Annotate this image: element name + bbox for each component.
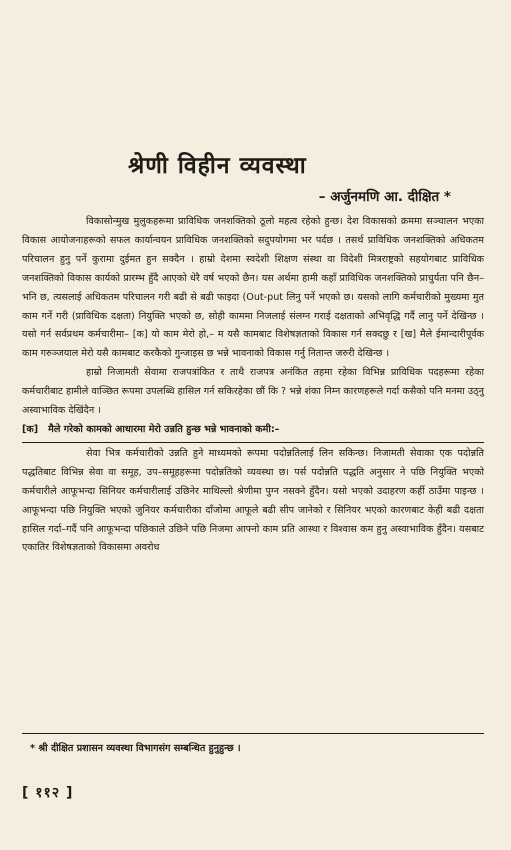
author-line: – अर्जुनमणि आ. दीक्षित *: [318, 189, 451, 205]
footnote-divider: [22, 733, 484, 734]
body-paragraph: विकासोन्मुख मुलुकहरूमा प्राविधिक जनशक्तिको ठूलो महत्व रहेको हुन्छ। देश विकासको क्रममा सञ्चालन भएका विकास आयोजनाहरूको सफल कार्यान्वयन प्राविधिक जनशक्तिको सदुपयोगमा भर पर्दछ । तसर्थ प्राविधिक जनशक्तिको अधिकतम परिचालन हुनु पर्ने कुरामा दुईमत हुन सक्दैन । हाम्रो देशमा स्वदेशी शिक्षण संस्था वा विदेशी मित्रराष्ट्रको सहयोगबाट प्राविधिक जनशक्तिको विकास कार्यको प्रारम्भ हुँदै आएको धेरै वर्ष भएको छैन। यस अर्थमा हामी कहाँ प्राविधिक जनशक्तिको प्राचुर्यता पनि छैन– भनि छ, त्यसलाई अधिकतम परिचालन गरी बढी से बढी फाइदा (Out-put लिनु पर्ने भएको छ। यसको लागि कर्मचारीको मुख्यमा मुत काम गर्ने गरी (प्राविधिक दक्षता) नियुक्ति भएको छ, सोही काममा निजलाई संलग्न गराई दक्षताको अभिवृद्धि गर्दै लानु पर्ने देखिन्छ । यसो गर्न सर्वप्रथम कर्मचारीमा– [क] यो काम मेरो हो,– म यसै कामबाट विशेषज्ञताको विकास गर्न सक्दछु र [ख] मैले ईमान्दारीपूर्वक काम गरुञ्जयाल मेरो यसै कामबाट करकैको गुन्जाइस छ भन्ने भावनाको विकास गर्नु नितान्त जरुरी देखिन्छ ।: [22, 216, 484, 360]
section-mark: [क]: [22, 423, 39, 435]
section-heading-text: मैले गरेको कामको आधारमा मेरो उन्नति हुन्छ भन्ने भावनाको कमी:–: [48, 423, 280, 435]
article-body: [22, 213, 484, 558]
section-heading: [22, 421, 484, 443]
page-number: [ ११२ ]: [22, 785, 74, 801]
body-paragraph: हाम्रो निजामती सेवामा राजपत्रांकित र ताथै राजपत्र अनंकित तहमा रहेका विभिन्न प्राविधिक पदहरूमा रहेका कर्मचारीबाट हामीले वाञ्छित रूपमा उपलब्धि हासिल गर्न सकिरहेका छौं कि ? भन्ने शंका निम्न कारणहरूले गर्दा कसैको पनि मनमा उठ्नु अस्वाभाविक देखिंदैन ।: [22, 367, 484, 417]
body-paragraph: सेवा भित्र कर्मचारीको उन्नति हुने माध्यमको रूपमा पदोन्नतिलाई लिन सकिन्छ। निजामती सेवाका एक पदोन्नति पद्धतिबाट विभिन्न सेवा वा समूह, उप–समूहहरूमा पदोन्नतिको व्यवस्था छ। पर्स पदोन्नति पद्धति अनुसार ने पछि नियुक्ति भएको कर्मचारीले आफूभन्दा सिनियर कर्मचारीलाई उछिनेर माथिल्लो श्रेणीमा पुग्न नसक्ने हुँदैन। यसो भएको उदाहरण कर्ही ठाउँमा पाइन्छ । आफूभन्दा पछि नियुक्ति भएको जुनियर कर्मचारीका दाँजोमा आफूले बढी सीप जानेको र सिनियर भएको कारणबाट केही बढी दक्षता हासिल गर्दा–गर्दै पनि आफूभन्दा पछिकाले उछिने पछि निजमा आफ्नो काम प्रति आस्था र विश्वास कम हुनु अस्वाभाविक हुँदैन। यसबाट एकातिर विशेषज्ञताको विकासमा अवरोध: [22, 447, 484, 554]
article-title: श्रेणी विहीन व्यवस्था: [128, 153, 307, 179]
footnote: * श्री दीक्षित प्रशासन व्यवस्था विभागसंग सम्बन्धित हुनुहुन्छ ।: [30, 743, 241, 754]
